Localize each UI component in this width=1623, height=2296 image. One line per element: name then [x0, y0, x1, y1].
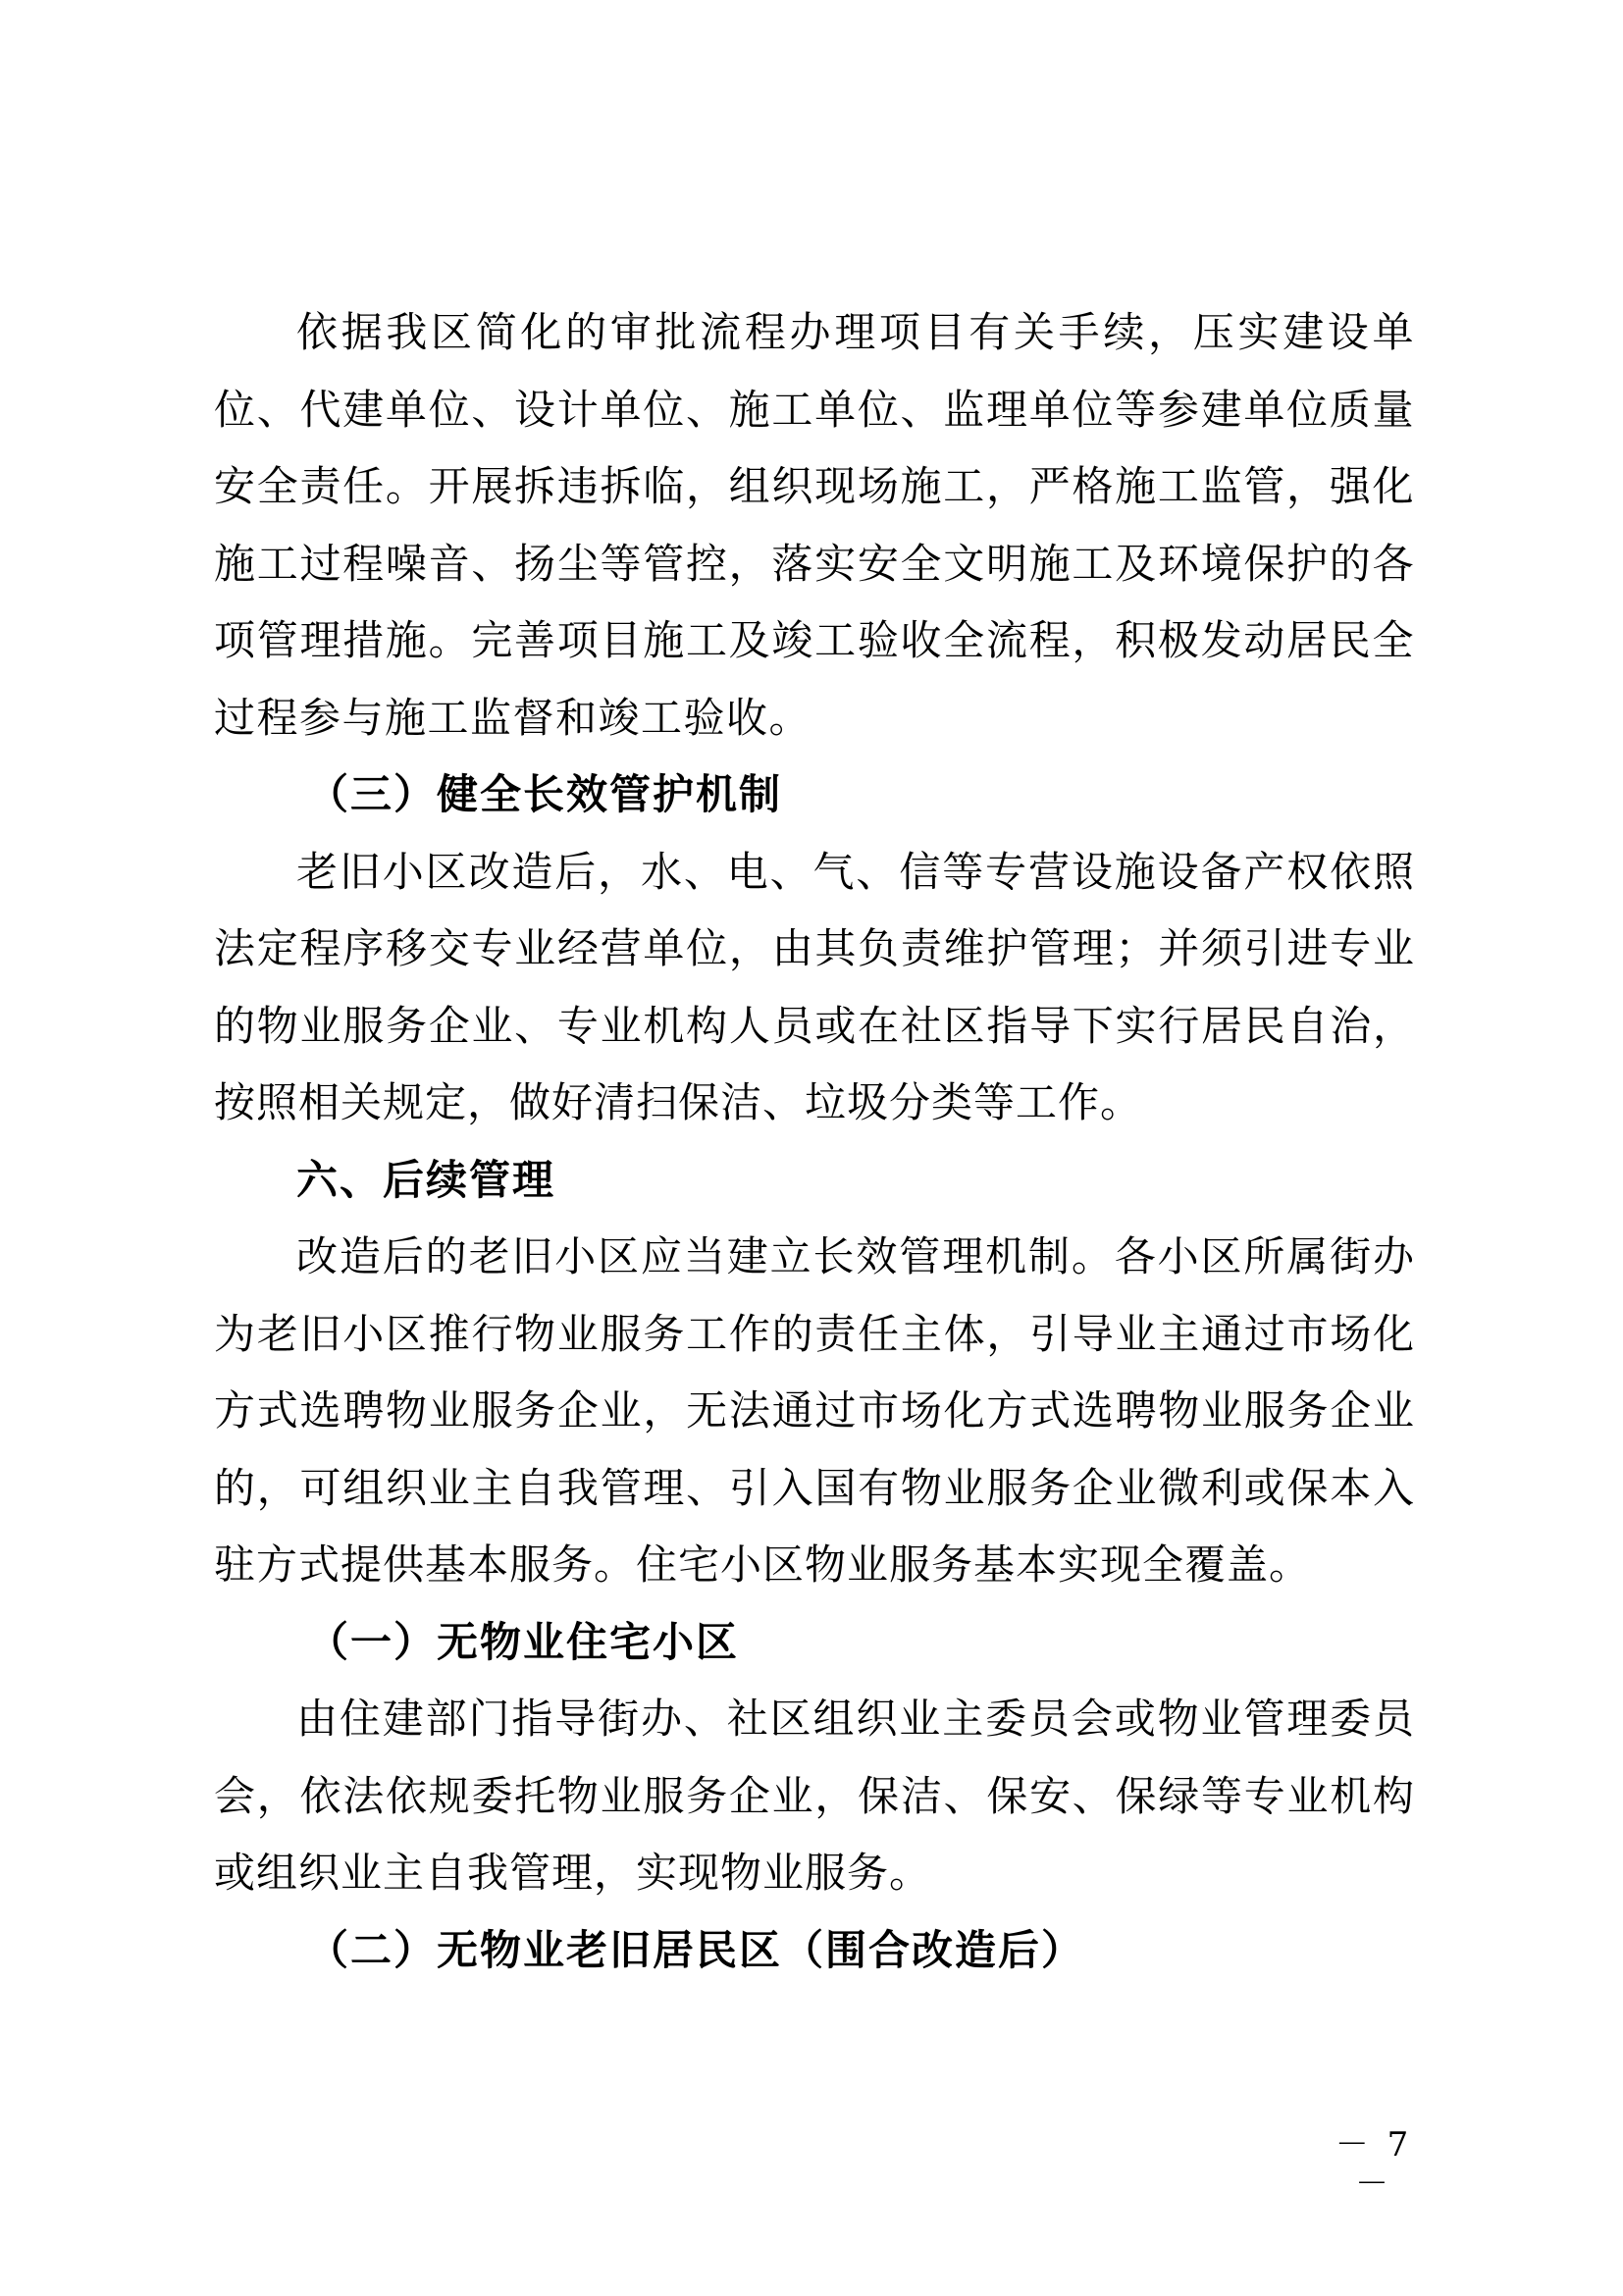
heading-no-property-residential: （一）无物业住宅小区 [307, 1617, 740, 1666]
heading-follow-up-management: 六、后续管理 [296, 1155, 556, 1204]
paragraph-construction-process: 依据我区简化的审批流程办理项目有关手续，压实建设单位、代建单位、设计单位、施工单位、监理单位等参建单位质量安全责任。开展拆违拆临，组织现场施工，严格施工监管，强化施工过程噪音、扬尘等管控，落实安全文明施工及环境保护的各项管理措施。完善项目施工及竣工验收全流程，积极发动居民全过程参与施工监督和竣工验收。 [214, 308, 1415, 742]
paragraph-facility-handover: 老旧小区改造后，水、电、气、信等专营设施设备产权依照法定程序移交专业经营单位，由其负责维护管理；并须引进专业的物业服务企业、专业机构人员或在社区指导下实行居民自治，按照相关规定，做好清扫保洁、垃圾分类等工作。 [214, 847, 1415, 1126]
heading-old-residential-area: （二）无物业老旧居民区（围合改造后） [307, 1925, 1085, 1974]
heading-long-term-maintenance: （三）健全长效管护机制 [307, 770, 783, 818]
paragraph-long-term-mechanism: 改造后的老旧小区应当建立长效管理机制。各小区所属街办为老旧小区推行物业服务工作的责任主体，引导业主通过市场化方式选聘物业服务企业，无法通过市场化方式选聘物业服务企业的，可组织业主自我管理、引入国有物业服务企业微利或保本入驻方式提供基本服务。住宅小区物业服务基本实现全覆盖。 [214, 1232, 1415, 1589]
document-body [214, 294, 1415, 1989]
paragraph-housing-guidance: 由住建部门指导街办、社区组织业主委员会或物业管理委员会，依法依规委托物业服务企业，保洁、保安、保绿等专业机构或组织业主自我管理，实现物业服务。 [214, 1695, 1415, 1897]
page-number: － 7 － [1335, 2125, 1413, 2204]
